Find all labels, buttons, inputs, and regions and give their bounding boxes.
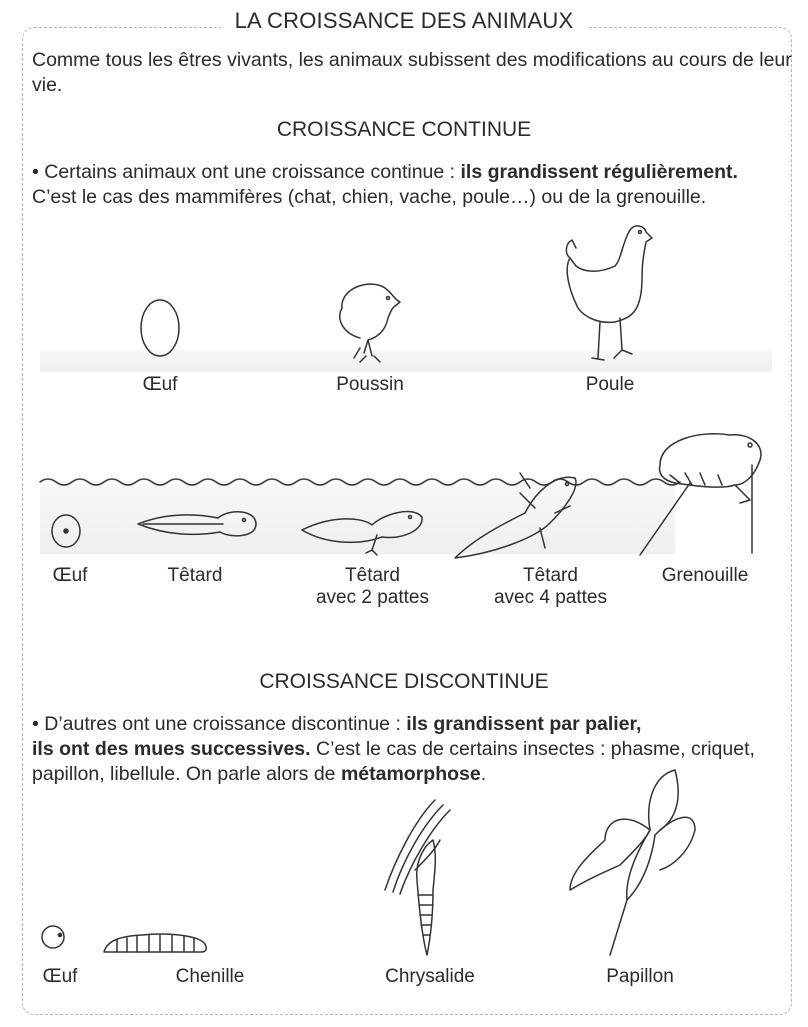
frog-icon bbox=[640, 425, 770, 555]
hen-icon bbox=[560, 218, 670, 368]
chrysalis-icon bbox=[385, 800, 455, 960]
tadpole-4-legs-icon bbox=[455, 468, 585, 558]
insect-egg-icon bbox=[40, 922, 66, 952]
egg-icon bbox=[140, 298, 180, 358]
label-tadpole: Têtard bbox=[167, 565, 223, 586]
tadpole-2-legs-icon bbox=[302, 495, 427, 555]
label-chrysalis: Chrysalide bbox=[385, 966, 475, 987]
page-title: LA CROISSANCE DES ANIMAUX bbox=[0, 8, 808, 34]
label-frog: Grenouille bbox=[661, 565, 749, 586]
frog-egg-icon bbox=[50, 513, 82, 549]
discontinuous-text: • D’autres ont une croissance discontinue : ils grandissent par palier, ils ont des mues successives. C’est le cas de certains insectes : phasme, criquet, papillon, libellule. On parle alors de métamorphose. bbox=[32, 713, 755, 785]
label-insect-egg: Œuf bbox=[42, 966, 78, 987]
tadpole-icon bbox=[138, 508, 260, 540]
intro-text: Comme tous les êtres vivants, les animaux subissent des modifications au cours de leur vie. bbox=[32, 49, 792, 96]
label-butterfly: Papillon bbox=[606, 966, 674, 987]
label-frog-egg: Œuf bbox=[52, 565, 88, 586]
butterfly-icon bbox=[565, 770, 695, 960]
chick-icon bbox=[330, 278, 410, 363]
label-caterpillar: Chenille bbox=[175, 966, 245, 987]
label-tadpole-2-legs: Têtard avec 2 pattes bbox=[315, 565, 430, 608]
label-chick: Poussin bbox=[336, 374, 404, 395]
heading-continuous: CROISSANCE CONTINUE bbox=[276, 118, 532, 141]
label-tadpole-4-legs: Têtard avec 4 pattes bbox=[493, 565, 608, 608]
label-egg: Œuf bbox=[142, 374, 178, 395]
heading-discontinuous: CROISSANCE DISCONTINUE bbox=[259, 670, 549, 693]
continuous-text: • Certains animaux ont une croissance continue : ils grandissent régulièrement. C’est le cas des mammifères (chat, chien, vache, poule…) ou de la grenouille. bbox=[32, 161, 738, 208]
caterpillar-icon bbox=[102, 930, 212, 956]
label-hen: Poule bbox=[585, 374, 635, 395]
